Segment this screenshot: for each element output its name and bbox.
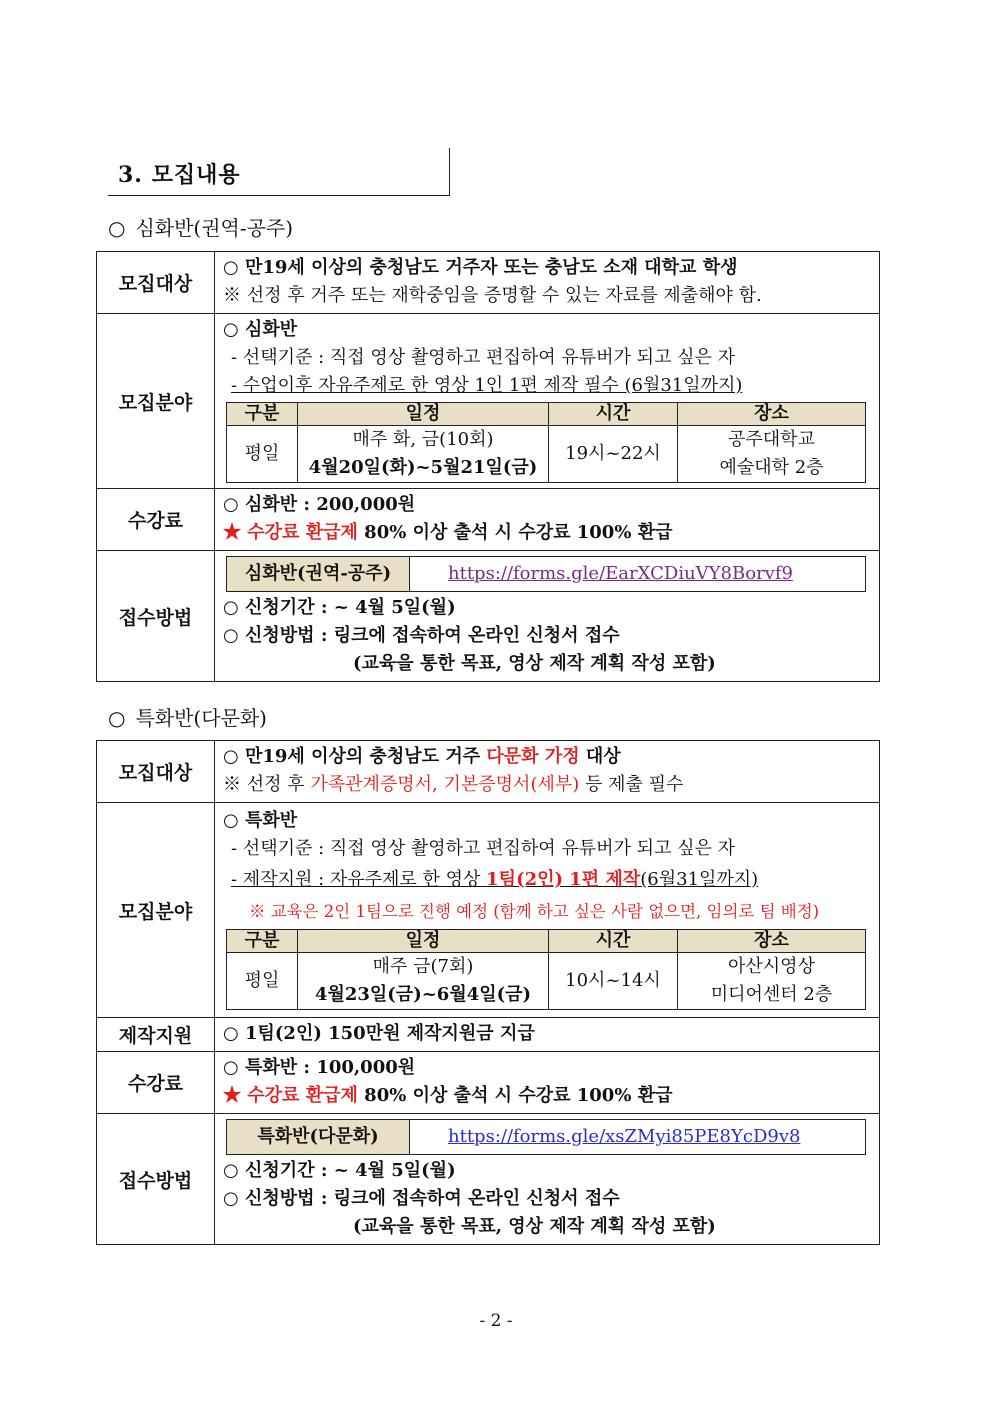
section2-target-row	[97, 741, 880, 803]
section2-link-box	[226, 1119, 866, 1155]
schedule-range: 4월23일(금)~6월4일(금)	[314, 984, 532, 1005]
section1-apply-row	[97, 551, 880, 682]
section1-requirement: - 수업이후 자유주제로 한 영상 1인 1편 제작 필수 (6월31일까지)	[231, 375, 743, 396]
schedule-header-date: 일정	[298, 403, 549, 426]
schedule-header-row	[227, 930, 866, 953]
schedule-header-time: 시간	[549, 930, 678, 953]
schedule-place-line1: 아산시영상	[728, 956, 815, 977]
section2-target-content	[215, 741, 880, 803]
section1-method: ○ 신청방법 : 링크에 접속하여 온라인 신청서 접수	[223, 625, 620, 646]
team-production-highlight: 1팀(2인) 1편 제작	[486, 869, 641, 890]
section2-fee-content	[215, 1052, 880, 1114]
section1-heading-text: 심화반(권역-공주)	[135, 216, 294, 240]
section2-fee-label: 수강료	[97, 1052, 215, 1114]
schedule-range: 4월20일(화)~5월21일(금)	[308, 457, 538, 478]
schedule-header-date: 일정	[298, 930, 549, 953]
multicultural-highlight: 다문화 가정	[486, 746, 580, 767]
schedule-header-type: 구분	[227, 403, 298, 426]
section2-field-name: ○ 특화반	[223, 810, 298, 831]
section-title-box	[108, 148, 450, 196]
circle-bullet-icon: ○	[223, 319, 239, 340]
schedule-days: 매주 화, 금(10회)	[352, 429, 494, 450]
section1-apply-content	[215, 551, 880, 682]
section1-refund-line	[223, 519, 871, 547]
section2-target-line2: ※ 선정 후 가족관계증명서, 기본증명서(세부) 등 제출 필수	[223, 774, 684, 795]
documents-highlight: 가족관계증명서, 기본증명서(세부)	[310, 774, 580, 795]
schedule-place-line2: 미디어센터 2층	[710, 984, 833, 1005]
section2-support: - 제작지원 : 자유주제로 한 영상 1팀(2인) 1편 제작(6월31일까지)	[231, 869, 759, 890]
schedule-time: 10시~14시	[549, 953, 678, 1010]
section2-field-label: 모집분야	[97, 803, 215, 1018]
circle-bullet-icon: ○	[223, 1188, 239, 1209]
section1-target-label: 모집대상	[97, 252, 215, 314]
section2-fee-row	[97, 1052, 880, 1114]
section1-fee-label: 수강료	[97, 489, 215, 551]
section2-grant-content	[215, 1018, 880, 1052]
section2-field-content	[215, 803, 880, 1018]
section1-table	[96, 251, 880, 682]
section1-period: ○ 신청기간 : ~ 4월 5일(월)	[223, 597, 456, 618]
schedule-header-place: 장소	[678, 403, 866, 426]
section1-field-content	[215, 314, 880, 489]
schedule-dates	[298, 953, 549, 1010]
circle-bullet-icon: ○	[223, 1057, 239, 1078]
section2-refund-line	[223, 1082, 871, 1110]
section1-fee-row	[97, 489, 880, 551]
section1-fee-line: ○ 심화반 : 200,000원	[223, 494, 416, 515]
section2-apply-link[interactable]: https://forms.gle/xsZMyi85PE8YcD9v8	[448, 1126, 801, 1147]
refund-text: 80% 이상 출석 시 수강료 100% 환급	[364, 1085, 673, 1106]
schedule-header-type: 구분	[227, 930, 298, 953]
section2-table	[96, 740, 880, 1245]
section1-heading	[108, 212, 293, 241]
schedule-header-time: 시간	[549, 403, 678, 426]
section1-target-line1: ○ 만19세 이상의 충청남도 거주자 또는 충남도 소재 대학교 학생	[223, 257, 738, 278]
section1-apply-link[interactable]: https://forms.gle/EarXCDiuVY8Borvf9	[448, 563, 793, 584]
section2-criteria: - 선택기준 : 직접 영상 촬영하고 편집하여 유튜버가 되고 싶은 자	[231, 838, 736, 859]
refund-label: 수강료 환급제	[247, 1085, 358, 1106]
section2-method-note: (교육을 통한 목표, 영상 제작 계획 작성 포함)	[353, 1216, 716, 1237]
section1-target-content	[215, 252, 880, 314]
section2-heading	[108, 702, 267, 731]
section2-heading-text: 특화반(다문화)	[135, 706, 267, 730]
section2-link-tag: 특화반(다문화)	[227, 1120, 410, 1154]
section-title: 3. 모집내용	[118, 162, 241, 188]
section2-method: ○ 신청방법 : 링크에 접속하여 온라인 신청서 접수	[223, 1188, 620, 1209]
section1-method-note: (교육을 통한 목표, 영상 제작 계획 작성 포함)	[353, 653, 716, 674]
circle-bullet-icon: ○	[223, 1160, 239, 1181]
section1-apply-label: 접수방법	[97, 551, 215, 682]
schedule-time: 19시~22시	[549, 426, 678, 483]
section2-apply-content	[215, 1114, 880, 1245]
section2-grant-row	[97, 1018, 880, 1052]
section1-target-line2: ※ 선정 후 거주 또는 재학중임을 증명할 수 있는 자료를 제출해야 함.	[223, 285, 762, 306]
section1-field-name: ○ 심화반	[223, 319, 298, 340]
circle-bullet-icon: ○	[223, 494, 239, 515]
refund-label: 수강료 환급제	[247, 522, 358, 543]
section1-fee-content	[215, 489, 880, 551]
star-icon: ★	[223, 522, 241, 543]
section1-field-label: 모집분야	[97, 314, 215, 489]
section2-fee-line: ○ 특화반 : 100,000원	[223, 1057, 416, 1078]
schedule-type: 평일	[227, 953, 298, 1010]
section1-field-row	[97, 314, 880, 489]
section2-target-label: 모집대상	[97, 741, 215, 803]
schedule-place	[678, 426, 866, 483]
circle-bullet-icon: ○	[223, 597, 239, 618]
schedule-header-row	[227, 403, 866, 426]
circle-bullet-icon: ○	[223, 625, 239, 646]
refund-text: 80% 이상 출석 시 수강료 100% 환급	[364, 522, 673, 543]
section2-grant-label: 제작지원	[97, 1018, 215, 1052]
schedule-type: 평일	[227, 426, 298, 483]
section2-grant-line: ○ 1팀(2인) 150만원 제작지원금 지급	[223, 1023, 535, 1044]
schedule-dates	[298, 426, 549, 483]
section1-link-tag: 심화반(권역-공주)	[227, 557, 410, 591]
schedule-place-line2: 예술대학 2층	[719, 457, 824, 478]
circle-bullet-icon: ○	[223, 810, 239, 831]
section2-apply-row	[97, 1114, 880, 1245]
schedule-header-place: 장소	[678, 930, 866, 953]
section1-schedule-table	[226, 402, 866, 483]
circle-bullet-icon: ○	[223, 1023, 239, 1044]
schedule-row	[227, 426, 866, 483]
section2-period: ○ 신청기간 : ~ 4월 5일(월)	[223, 1160, 456, 1181]
section2-team-note: ※ 교육은 2인 1팀으로 진행 예정 (함께 하고 싶은 사람 없으면, 임의로 팀 배정)	[249, 902, 820, 921]
star-icon: ★	[223, 1085, 241, 1106]
circle-bullet-icon: ○	[223, 257, 239, 278]
schedule-days: 매주 금(7회)	[372, 956, 474, 977]
page-number: - 2 -	[479, 1311, 513, 1331]
section1-target-row	[97, 252, 880, 314]
schedule-place-line1: 공주대학교	[728, 429, 815, 450]
section2-field-row	[97, 803, 880, 1018]
section2-target-line1: ○ 만19세 이상의 충청남도 거주 다문화 가정 대상	[223, 746, 621, 767]
circle-bullet-icon: ○	[223, 746, 239, 767]
schedule-row	[227, 953, 866, 1010]
section1-link-box	[226, 556, 866, 592]
section1-criteria: - 선택기준 : 직접 영상 촬영하고 편집하여 유튜버가 되고 싶은 자	[231, 347, 736, 368]
section2-apply-label: 접수방법	[97, 1114, 215, 1245]
circle-bullet-icon: ○	[108, 216, 126, 240]
section2-schedule-table	[226, 929, 866, 1010]
circle-bullet-icon: ○	[108, 706, 126, 730]
schedule-place	[678, 953, 866, 1010]
